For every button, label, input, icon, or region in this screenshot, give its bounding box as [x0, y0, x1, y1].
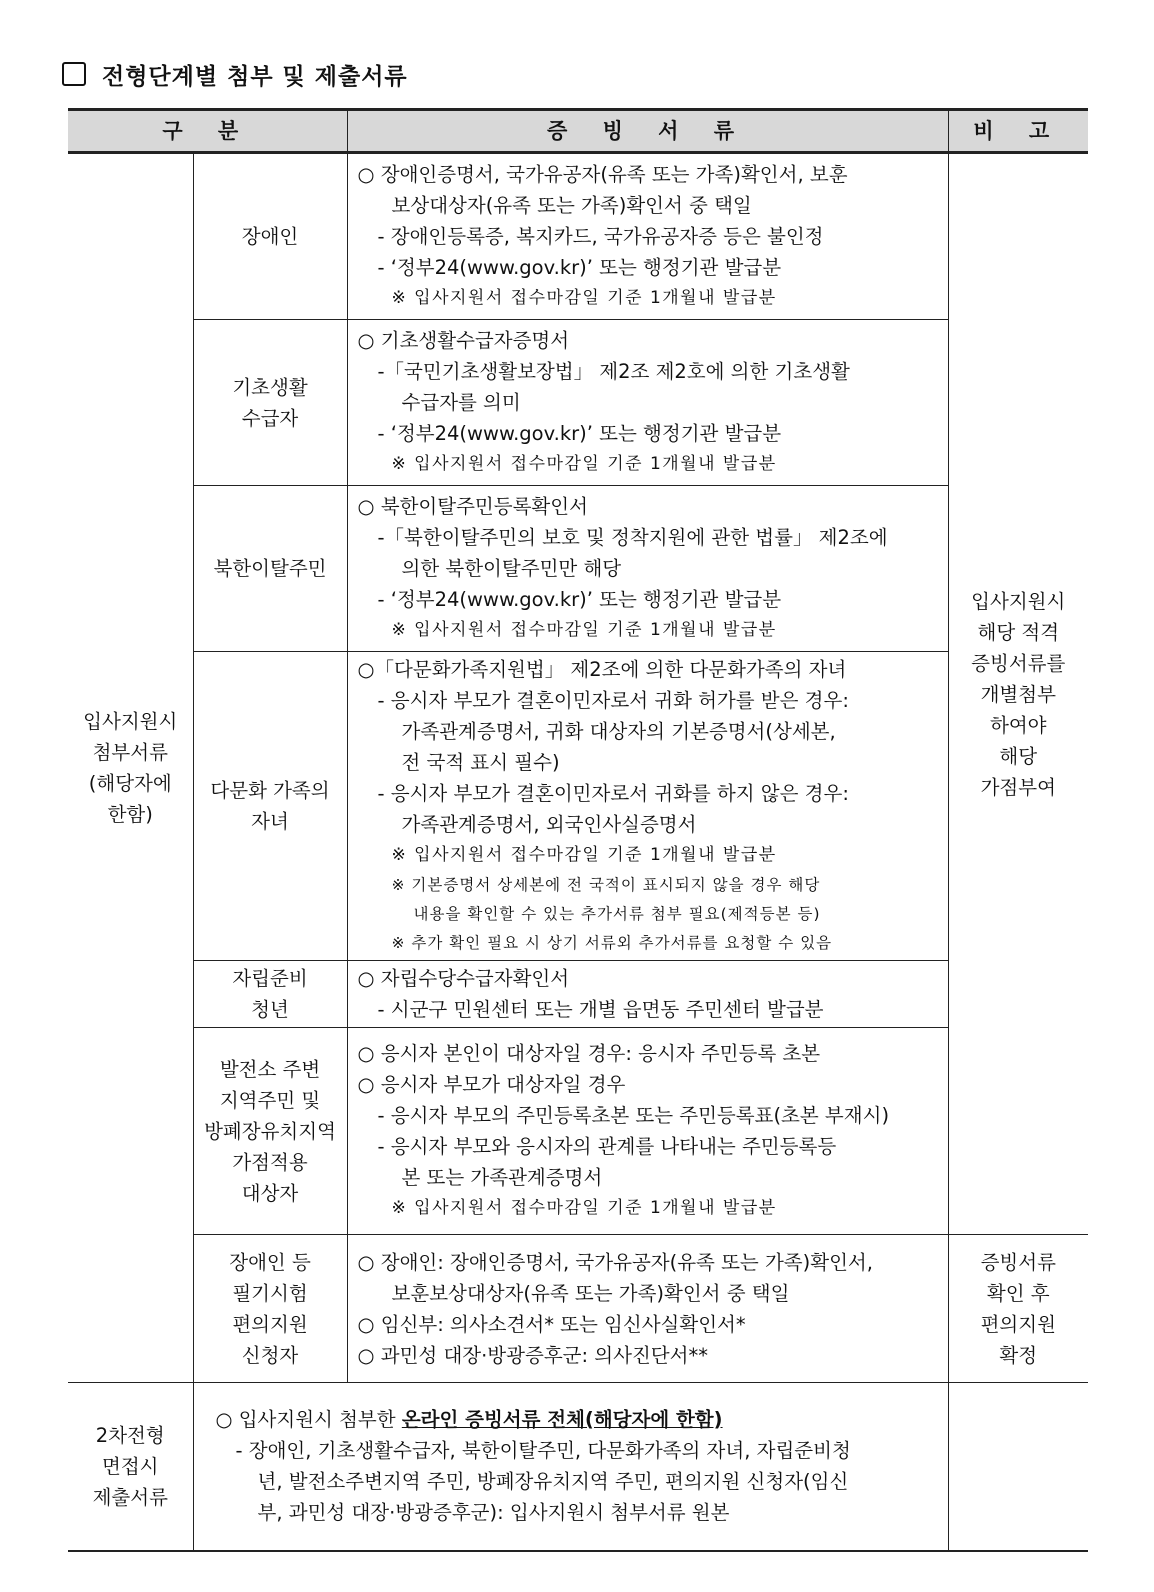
proof-note: ※ 기본증명서 상세본에 전 국적이 표시되지 않을 경우 해당	[391, 876, 821, 894]
proof-line: ○ 북한이탈주민등록확인서	[357, 495, 588, 518]
proof-line: 부, 과민성 대장·방광증후군): 입사지원시 첨부서류 원본	[257, 1501, 730, 1525]
proof-note: ※ 입사지원서 접수마감일 기준 1개월내 발급분	[391, 1198, 777, 1218]
table-row	[68, 1235, 1088, 1383]
table-row	[68, 320, 1088, 486]
category-cell	[193, 153, 347, 320]
proof-line: 보훈보상대상자(유족 또는 가족)확인서 중 택일	[391, 1281, 790, 1305]
proof-line: - 시군구 민원센터 또는 개별 읍면동 주민센터 발급분	[377, 998, 824, 1021]
proof-note: ※ 추가 확인 필요 시 상기 서류외 추가서류를 요청할 수 있음	[391, 934, 833, 952]
proof-line: ○ 응시자 본인이 대상자일 경우: 응시자 주민등록 초본	[357, 1042, 821, 1065]
category-cell	[193, 1235, 347, 1383]
table-row	[68, 1028, 1088, 1235]
proof-line: -「북한이탈주민의 보호 및 정착지원에 관한 법률」 제2조에	[377, 526, 888, 549]
category-label: 2차전형 면접시 제출서류	[92, 1423, 168, 1509]
proof-line-emphasis: 온라인 증빙서류 전체(해당자에 한함)	[401, 1408, 723, 1432]
proof-line: 의한 북한이탈주민만 해당	[401, 557, 622, 580]
proof-line: - ‘정부24(www.gov.kr)’ 또는 행정기관 발급분	[377, 256, 782, 279]
remark-label: 증빙서류 확인 후 편의지원 확정	[980, 1250, 1056, 1367]
proof-line: -「국민기초생활보장법」 제2조 제2호에 의한 기초생활	[377, 360, 850, 383]
group-interview-documents	[68, 1383, 193, 1551]
proof-line: - 응시자 부모와 응시자의 관계를 나타내는 주민등록등	[377, 1135, 837, 1158]
documents-table	[68, 108, 1088, 1552]
proof-line: - 장애인, 기초생활수급자, 북한이탈주민, 다문화가족의 자녀, 자립준비청	[235, 1439, 851, 1463]
category-label: 기초생활 수급자	[232, 375, 308, 430]
group-label: 입사지원시 첨부서류 (해당자에 한함)	[83, 710, 178, 826]
category-label: 발전소 주변 지역주민 및 방폐장유치지역 가점적용 대상자	[204, 1057, 336, 1205]
checkbox-square-icon	[62, 62, 86, 86]
category-label: 북한이탈주민	[213, 557, 327, 580]
proof-line: ○ 응시자 부모가 대상자일 경우	[357, 1073, 626, 1096]
proof-line-prefix: ○ 입사지원시 첨부한	[215, 1408, 402, 1432]
proof-note: ※ 입사지원서 접수마감일 기준 1개월내 발급분	[391, 845, 777, 865]
proof-cell	[193, 1383, 948, 1551]
category-label: 장애인	[241, 225, 299, 248]
proof-note: 내용을 확인할 수 있는 추가서류 첨부 필요(제적등본 등)	[413, 905, 821, 923]
table-row	[68, 652, 1088, 961]
page-title: 전형단계별 첨부 및 제출서류	[102, 63, 408, 90]
proof-cell	[347, 1235, 948, 1383]
proof-cell	[347, 961, 948, 1028]
proof-cell	[347, 1028, 948, 1235]
proof-line: - ‘정부24(www.gov.kr)’ 또는 행정기관 발급분	[377, 422, 782, 445]
proof-line: 년, 발전소주변지역 주민, 방폐장유치지역 주민, 편의지원 신청자(임신	[257, 1470, 849, 1494]
category-cell	[193, 652, 347, 961]
remark-cell	[948, 153, 1088, 1235]
category-label: 장애인 등 필기시험 편의지원 신청자	[229, 1250, 311, 1367]
header-remarks: 비 고	[948, 110, 1088, 153]
proof-line: - 응시자 부모가 결혼이민자로서 귀화 허가를 받은 경우:	[377, 689, 849, 712]
proof-line: - ‘정부24(www.gov.kr)’ 또는 행정기관 발급분	[377, 588, 782, 611]
proof-cell	[347, 320, 948, 486]
table-row	[68, 961, 1088, 1028]
proof-cell	[347, 153, 948, 320]
proof-line	[206, 1404, 940, 1435]
proof-line: 보상대상자(유족 또는 가족)확인서 중 택일	[391, 194, 752, 217]
category-cell	[193, 320, 347, 486]
remark-cell	[948, 1235, 1088, 1383]
proof-note: ※ 입사지원서 접수마감일 기준 1개월내 발급분	[391, 288, 777, 308]
table-row	[68, 1383, 1088, 1551]
proof-line: ○ 장애인증명서, 국가유공자(유족 또는 가족)확인서, 보훈	[357, 163, 848, 186]
header-category: 구 분	[68, 110, 347, 153]
table-header-row	[68, 110, 1088, 153]
proof-line: 본 또는 가족관계증명서	[401, 1166, 603, 1189]
category-label: 다문화 가족의 자녀	[210, 779, 330, 833]
proof-line: 전 국적 표시 필수)	[401, 751, 560, 774]
proof-line: - 응시자 부모가 결혼이민자로서 귀화를 하지 않은 경우:	[377, 782, 849, 805]
category-cell	[193, 961, 347, 1028]
remark-label: 입사지원시 해당 적격 증빙서류를 개별첨부 하여야 해당 가점부여	[971, 589, 1066, 799]
proof-line: 수급자를 의미	[401, 391, 521, 414]
proof-line: ○ 임신부: 의사소견서* 또는 임신사실확인서*	[357, 1312, 746, 1336]
category-cell	[193, 486, 347, 652]
header-proof-documents: 증 빙 서 류	[347, 110, 948, 153]
proof-line: 가족관계증명서, 외국인사실증명서	[401, 813, 697, 836]
proof-line: ○ 과민성 대장·방광증후군: 의사진단서**	[357, 1343, 708, 1367]
proof-line: ○ 자립수당수급자확인서	[357, 967, 570, 990]
proof-line: 가족관계증명서, 귀화 대상자의 기본증명서(상세본,	[401, 720, 836, 743]
section-title	[62, 56, 408, 92]
category-label: 자립준비 청년	[232, 967, 308, 1021]
category-cell	[193, 1028, 347, 1235]
proof-line: - 장애인등록증, 복지카드, 국가유공자증 등은 불인정	[377, 225, 824, 248]
proof-line: ○「다문화가족지원법」 제2조에 의한 다문화가족의 자녀	[357, 658, 847, 681]
proof-note: ※ 입사지원서 접수마감일 기준 1개월내 발급분	[391, 454, 777, 474]
proof-cell	[347, 486, 948, 652]
remark-cell-empty	[948, 1383, 1088, 1551]
proof-cell	[347, 652, 948, 961]
table-row	[68, 486, 1088, 652]
table-row	[68, 153, 1088, 320]
proof-line: ○ 기초생활수급자증명서	[357, 329, 570, 352]
proof-line: - 응시자 부모의 주민등록초본 또는 주민등록표(초본 부재시)	[377, 1104, 890, 1127]
proof-note: ※ 입사지원서 접수마감일 기준 1개월내 발급분	[391, 620, 777, 640]
proof-line: ○ 장애인: 장애인증명서, 국가유공자(유족 또는 가족)확인서,	[357, 1250, 873, 1274]
group-application-attachments	[68, 153, 193, 1383]
